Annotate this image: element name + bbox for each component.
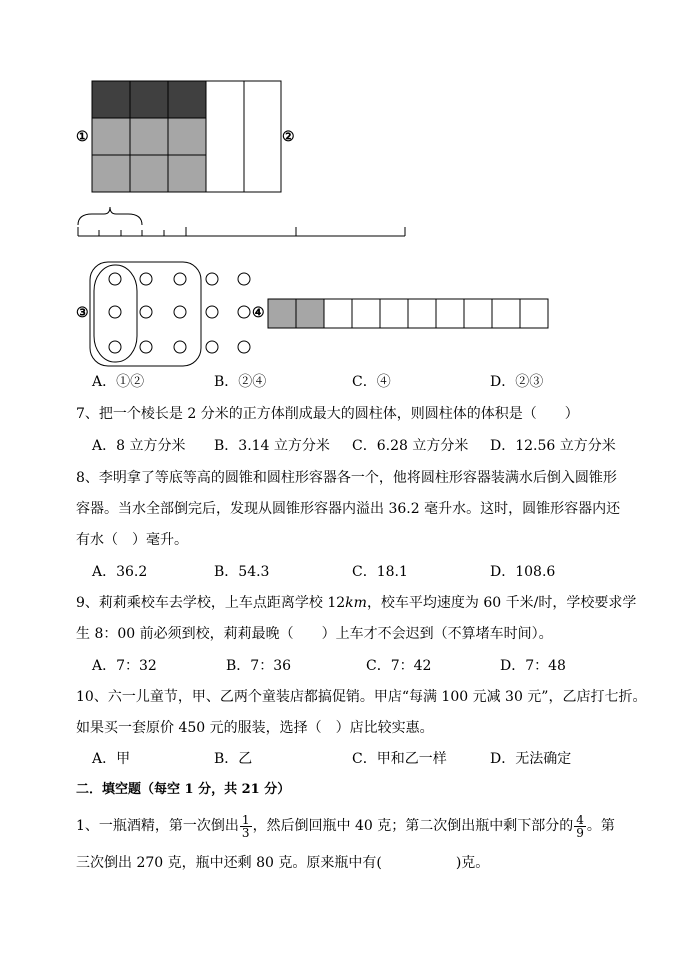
q8-option-b: B．54.3: [214, 564, 270, 580]
f1-part-c: 。第: [586, 818, 615, 834]
number-line: [78, 207, 405, 236]
figure-label-2: ②: [282, 129, 295, 145]
section2-title: 二．填空题（每空 1 分，共 21 分）: [76, 782, 291, 797]
strip-cell: [296, 299, 324, 328]
strip-cell: [492, 299, 520, 328]
grid-cell: [130, 81, 168, 118]
f1-part-b: ，然后倒回瓶中 40 克；第二次倒出瓶中剩下部分的: [252, 818, 574, 834]
strip-cell: [436, 299, 464, 328]
strip-cell: [380, 299, 408, 328]
f1-part-a: 1、一瓶酒精，第一次倒出: [76, 818, 239, 834]
figure-label-3: ③: [76, 305, 89, 321]
q6-option-b: B．②④: [214, 374, 267, 390]
q10-option-a: A．甲: [92, 751, 131, 767]
q9-line1-a: 9、莉莉乘校车去学校，上车点距离学校 12: [76, 595, 346, 611]
strip-cell: [464, 299, 492, 328]
figure-label-1: ①: [76, 129, 89, 145]
dot: [206, 306, 218, 318]
q9-option-c: C．7：42: [366, 658, 432, 674]
dot: [238, 306, 250, 318]
q7-option-d: D．12.56 立方分米: [490, 438, 616, 454]
shaded-strip: [268, 299, 548, 328]
q10-line2: 如果买一套原价 450 元的服装，选择（ ）店比较实惠。: [76, 720, 434, 736]
f1-line1: [76, 810, 615, 842]
f1-fraction-1: $\frac{1}{3}$: [241, 812, 250, 840]
f1-line2: [76, 853, 489, 873]
strip-cell: [408, 299, 436, 328]
q9-line1-b: ，校车平均速度为 60 千米/时，学校要求学: [366, 595, 637, 611]
grid-cell: [130, 155, 168, 192]
q10-line1: 10、六一儿童节，甲、乙两个童装店都搞促销。甲店“每满 100 元减 30 元”，乙店打七折。: [76, 689, 647, 705]
dot: [238, 341, 250, 353]
f1-line2-a: 三次倒出 270 克，瓶中还剩 80 克。原来瓶中有(: [76, 855, 382, 871]
dot: [140, 306, 152, 318]
blank-column: [244, 81, 281, 192]
dot: [206, 273, 218, 285]
figure-canvas: [0, 0, 688, 380]
q6-option-d: D．②③: [490, 374, 544, 390]
q9-option-a: A．7：32: [92, 658, 157, 674]
grid-cell: [92, 81, 130, 118]
q8-line1: 8、李明拿了等底等高的圆锥和圆柱形容器各一个，他将圆柱形容器装满水后倒入圆锥形: [76, 470, 617, 486]
dot: [238, 273, 250, 285]
dot: [174, 306, 186, 318]
grid-cell: [168, 155, 206, 192]
strip-cell: [268, 299, 296, 328]
q10-option-d: D．无法确定: [490, 751, 572, 767]
q9-line2: 生 8：00 前必须到校，莉莉最晚（ ）上车才不会迟到（不算堵车时间）。: [76, 626, 553, 642]
q6-option-a: A．①②: [92, 374, 145, 390]
grid-cell: [168, 81, 206, 118]
q8-line3: 有水（ ）毫升。: [76, 532, 188, 548]
q7-option-b: B．3.14 立方分米: [214, 438, 330, 454]
q8-option-d: D．108.6: [490, 564, 556, 580]
dot: [174, 341, 186, 353]
f1-fraction-2: $\frac{4}{9}$: [576, 812, 584, 840]
q9-option-d: D．7：48: [500, 658, 566, 674]
q6-option-c: C．④: [352, 374, 391, 390]
strip-cell: [324, 299, 352, 328]
dot-array: [90, 262, 250, 366]
q8-option-c: C．18.1: [352, 564, 408, 580]
strip-cell: [352, 299, 380, 328]
q10-option-c: C．甲和乙一样: [352, 751, 447, 767]
grid-cell: [92, 118, 130, 155]
dot: [174, 273, 186, 285]
dot: [109, 306, 121, 318]
q9-line1: [76, 593, 636, 613]
f1-line2-b: )克。: [455, 855, 490, 871]
grid-cell: [92, 155, 130, 192]
strip-cell: [520, 299, 548, 328]
dot: [206, 341, 218, 353]
curly-brace: [78, 207, 142, 225]
dot: [140, 341, 152, 353]
q10-option-b: B．乙: [214, 751, 253, 767]
q9-option-b: B．7：36: [226, 658, 292, 674]
dot: [140, 273, 152, 285]
grid-cell: [130, 118, 168, 155]
q9-unit: km: [345, 595, 367, 611]
q8-option-a: A．36.2: [92, 564, 148, 580]
q7-option-a: A．8 立方分米: [92, 438, 186, 454]
q7-stem: 7、把一个棱长是 2 分米的正方体削成最大的圆柱体，则圆柱体的体积是（ ）: [76, 406, 579, 422]
q8-line2: 容器。当水全部倒完后，发现从圆锥形容器内溢出 36.2 毫升水。这时，圆锥形容器内还: [76, 501, 621, 517]
q7-option-c: C．6.28 立方分米: [352, 438, 469, 454]
dot: [109, 273, 121, 285]
dot: [109, 341, 121, 353]
figure-label-4: ④: [252, 305, 265, 321]
shaded-rectangle-grid: [92, 81, 281, 192]
blank-column: [206, 81, 244, 192]
grid-cell: [168, 118, 206, 155]
